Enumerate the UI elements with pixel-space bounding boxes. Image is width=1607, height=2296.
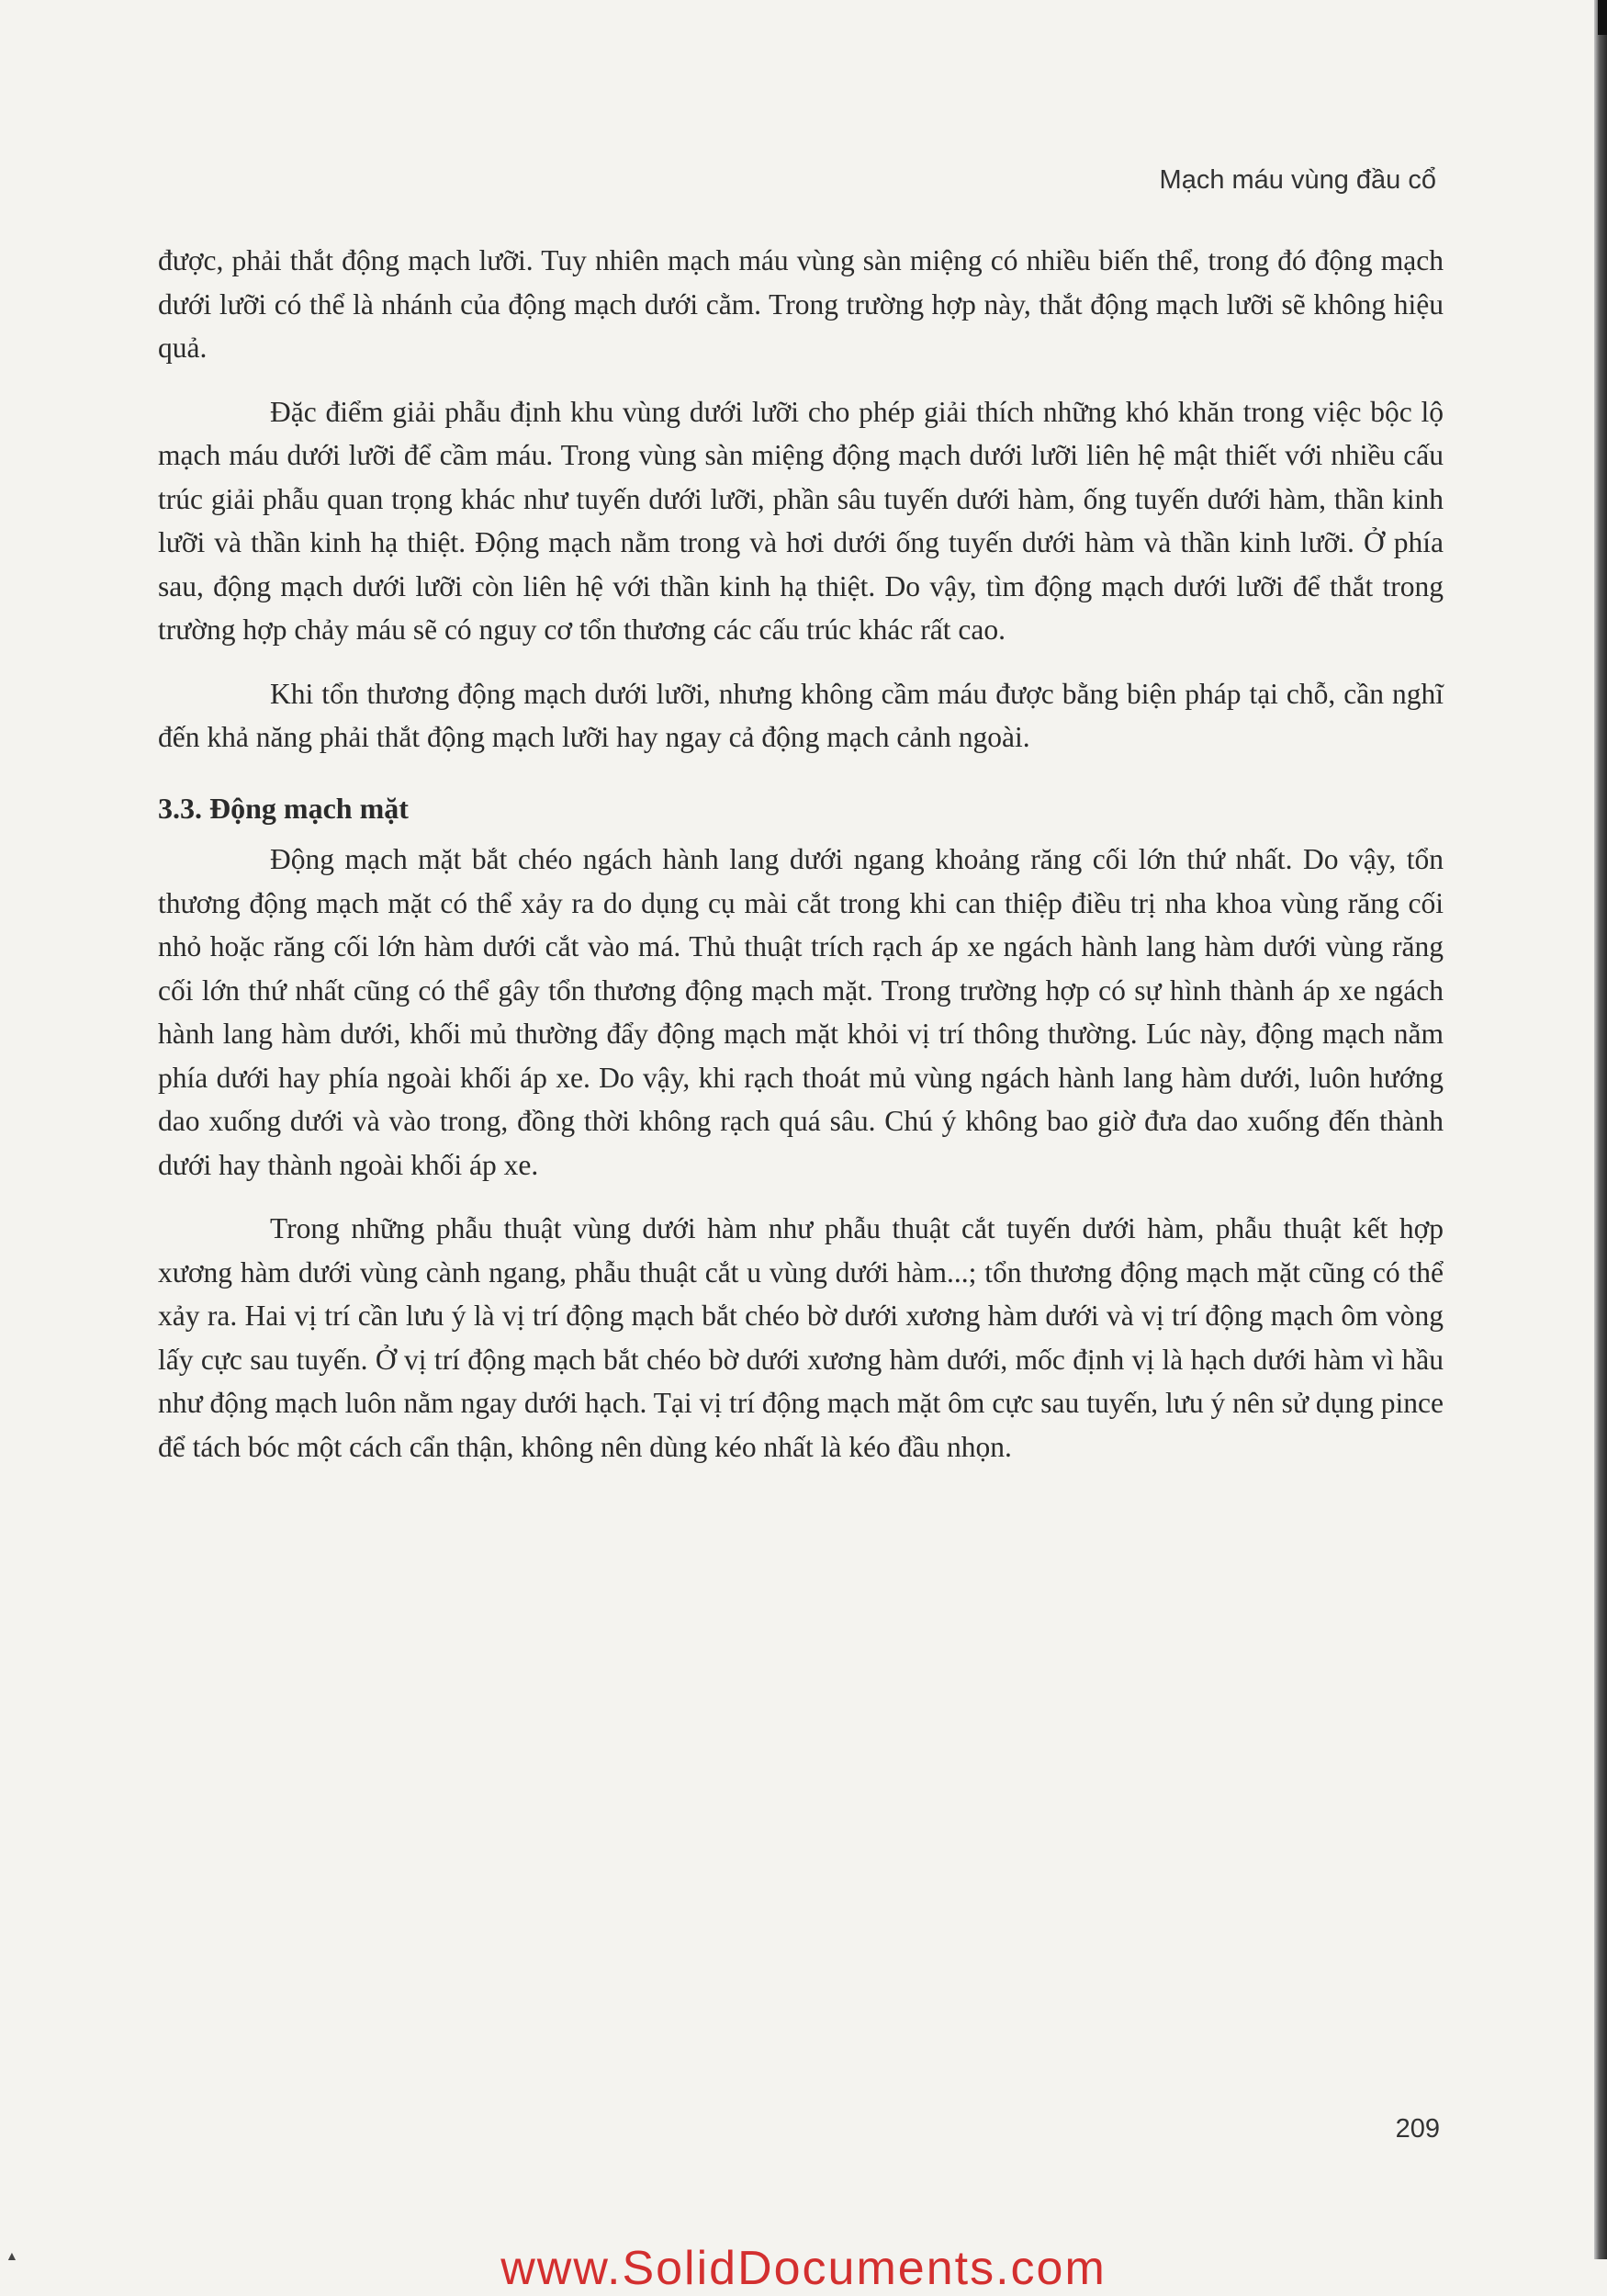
watermark-text: www.SolidDocuments.com (500, 2242, 1107, 2295)
corner-mark: ▲ (6, 2250, 18, 2264)
running-header: Mạch máu vùng đầu cổ (1159, 165, 1436, 195)
page-number: 209 (1395, 2114, 1440, 2144)
page-edge-shadow (1594, 0, 1607, 2259)
watermark-strip (0, 2241, 1607, 2296)
page-edge-marker (1598, 0, 1607, 35)
paragraph-continued: được, phải thắt động mạch lưỡi. Tuy nhiên mạch máu vùng sàn miệng có nhiều biến thể, trong đó động mạch dưới lưỡi có thể là nhánh của động mạch dưới cằm. Trong trường hợp này, thắt động mạch lưỡi sẽ không hiệu quả. (158, 244, 1444, 364)
page-body (158, 239, 1444, 1469)
paragraph-submandibular-surgery: Trong những phẫu thuật vùng dưới hàm như phẫu thuật cắt tuyến dưới hàm, phẫu thuật kết hợp xương hàm dưới vùng cành ngang, phẫu thuật cắt u vùng dưới hàm...; tổn thương động mạch mặt cũng có thể xảy ra. Hai vị trí cần lưu ý là vị trí động mạch bắt chéo bờ dưới xương hàm dưới và vị trí động mạch ôm vòng lấy cực sau tuyến. Ở vị trí động mạch bắt chéo bờ dưới xương hàm dưới, mốc định vị là hạch dưới hàm vì hầu như động mạch luôn nằm ngay dưới hạch. Tại vị trí động mạch mặt ôm cực sau tuyến, lưu ý nên sử dụng pince để tách bóc một cách cẩn thận, không nên dùng kéo nhất là kéo đầu nhọn. (158, 1212, 1444, 1463)
section-heading: 3.3. Động mạch mặt (158, 791, 409, 825)
paragraph-injury: Khi tổn thương động mạch dưới lưỡi, nhưng không cầm máu được bằng biện pháp tại chỗ, cần nghĩ đến khả năng phải thắt động mạch lưỡi hay ngay cả động mạch cảnh ngoài. (158, 677, 1444, 753)
paragraph-anatomy: Đặc điểm giải phẫu định khu vùng dưới lưỡi cho phép giải thích những khó khăn trong việc bộc lộ mạch máu dưới lưỡi để cầm máu. Trong vùng sàn miệng động mạch dưới lưỡi liên hệ mật thiết với nhiều cấu trúc giải phẫu quan trọng khác như tuyến dưới lưỡi, phần sâu tuyến dưới hàm, ống tuyến dưới hàm, thần kinh lưỡi và thần kinh hạ thiệt. Động mạch nằm trong và hơi dưới ống tuyến dưới hàm và thần kinh lưỡi. Ở phía sau, động mạch dưới lưỡi còn liên hệ với thần kinh hạ thiệt. Do vậy, tìm động mạch dưới lưỡi để thắt trong trường hợp chảy máu sẽ có nguy cơ tổn thương các cấu trúc khác rất cao. (158, 395, 1444, 646)
paragraph-facial-artery: Động mạch mặt bắt chéo ngách hành lang dưới ngang khoảng răng cối lớn thứ nhất. Do vậy, tổn thương động mạch mặt có thể xảy ra do dụng cụ mài cắt trong khi can thiệp điều trị nha khoa vùng răng cối nhỏ hoặc răng cối lớn hàm dưới cắt vào má. Thủ thuật trích rạch áp xe ngách hành lang hàm dưới vùng răng cối lớn thứ nhất cũng có thể gây tổn thương động mạch mặt. Trong trường hợp có sự hình thành áp xe ngách hành lang hàm dưới, khối mủ thường đẩy động mạch mặt khỏi vị trí thông thường. Lúc này, động mạch nằm phía dưới hay phía ngoài khối áp xe. Do vậy, khi rạch thoát mủ vùng ngách hành lang hàm dưới, luôn hướng dao xuống dưới và vào trong, đồng thời không rạch quá sâu. Chú ý không bao giờ đưa dao xuống đến thành dưới hay thành ngoài khối áp xe. (158, 843, 1444, 1181)
